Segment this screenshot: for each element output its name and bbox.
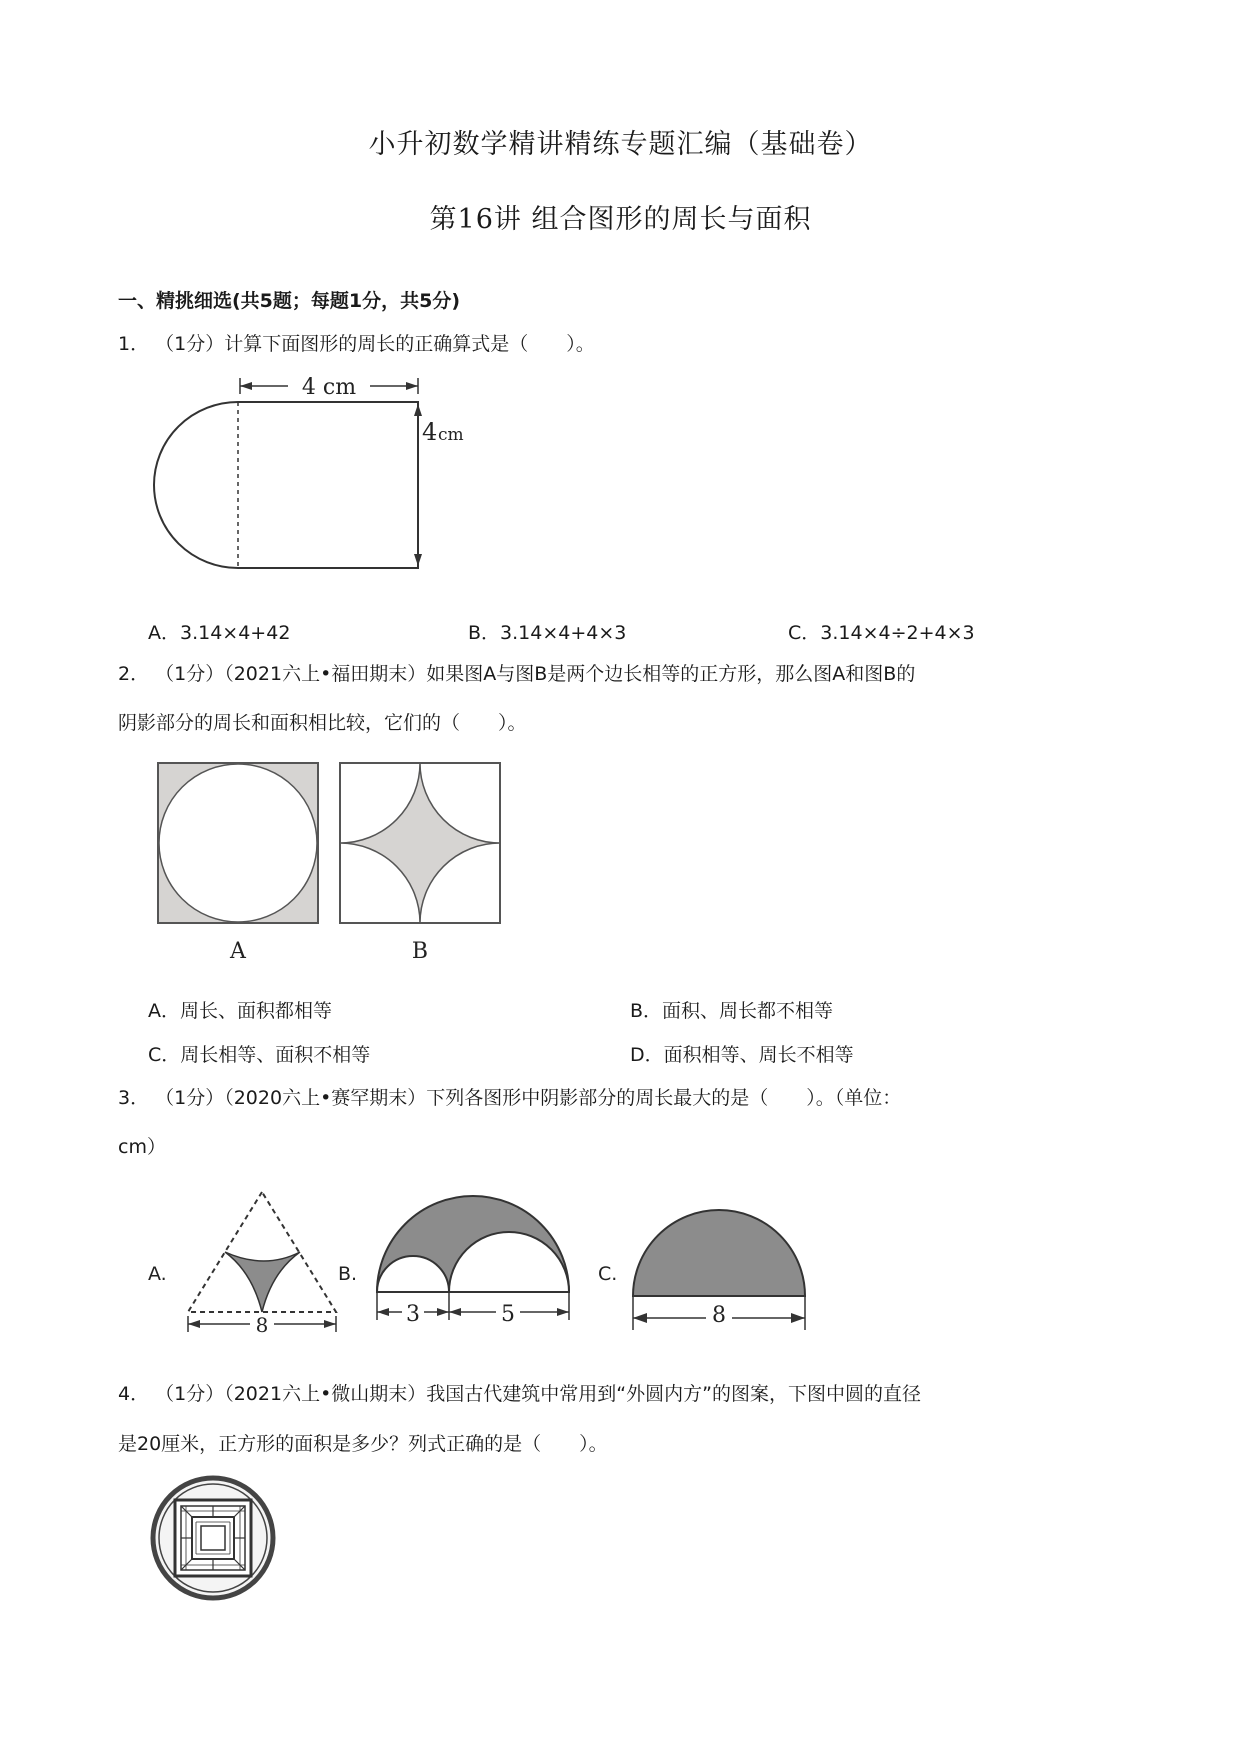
q3-c-dim: 8	[712, 1303, 726, 1328]
question-2-line1: 2． （1分）（2021六上•福田期末）如果图A与图B是两个边长相等的正方形，那么图A和图B的	[118, 663, 916, 685]
document-title: 小升初数学精讲精练专题汇编（基础卷）	[368, 129, 873, 160]
q3-a-dim: 8	[255, 1313, 269, 1337]
q3-b-dim-left: 3	[406, 1302, 420, 1327]
q3-b-dim-right: 5	[501, 1302, 515, 1327]
half-circle-rect-outline	[154, 402, 418, 568]
q1-option-b[interactable]: B．3.14×4+4×3	[468, 622, 627, 644]
semicircle-c-shaded	[633, 1210, 805, 1296]
q2-option-b[interactable]: B．面积、周长都不相等	[630, 1000, 834, 1022]
question-4-line2: 是20厘米，正方形的面积是多少？列式正确的是（ ）。	[118, 1433, 608, 1455]
q1-option-c[interactable]: C．3.14×4÷2+4×3	[788, 622, 975, 644]
q3-figure-c-label: C.	[598, 1263, 618, 1285]
question-3-line1: 3． （1分）（2020六上•赛罕期末）下列各图形中阴影部分的周长最大的是（ ）。（单位：	[118, 1087, 902, 1109]
q1-option-a[interactable]: A．3.14×4+42	[148, 622, 291, 644]
top-dim-arrow-right	[406, 382, 418, 390]
question-3-figure	[140, 1180, 920, 1340]
question-1-figure	[150, 370, 470, 580]
q2-option-c[interactable]: C．周长相等、面积不相等	[148, 1044, 371, 1066]
question-2-figure	[155, 760, 505, 964]
question-3-line2: cm）	[118, 1136, 166, 1158]
figure-a-circle	[159, 764, 317, 922]
q3-figure-a-label: A.	[148, 1263, 167, 1285]
lesson-subtitle: 第16讲 组合图形的周长与面积	[429, 204, 812, 235]
right-dim-arrow-top	[414, 404, 422, 416]
right-dim-arrow-bottom	[414, 554, 422, 566]
top-dim-label: 4 cm	[301, 375, 357, 400]
question-2-line2: 阴影部分的周长和面积相比较，它们的（ ）。	[118, 712, 527, 734]
question-1-text: 1． （1分）计算下面图形的周长的正确算式是（ ）。	[118, 333, 595, 355]
question-4-lattice-figure	[150, 1476, 276, 1600]
question-4-line1: 4． （1分）（2021六上•微山期末）我国古代建筑中常用到“外圆内方”的图案，下图中圆的直径	[118, 1383, 921, 1405]
section-heading: 一、精挑细选(共5题；每题1分，共5分)	[118, 290, 461, 312]
right-dim-number: 4	[422, 418, 438, 446]
q3-figure-b-label: B.	[338, 1263, 358, 1285]
figure-a-label: A	[230, 939, 246, 964]
figure-b-label: B	[411, 939, 429, 964]
curved-triangle-shaded	[225, 1252, 300, 1312]
right-dim-unit: cm	[438, 425, 464, 445]
q2-option-a[interactable]: A．周长、面积都相等	[148, 1000, 332, 1022]
top-dim-arrow-left	[240, 382, 252, 390]
q2-option-d[interactable]: D．面积相等、周长不相等	[630, 1044, 854, 1066]
